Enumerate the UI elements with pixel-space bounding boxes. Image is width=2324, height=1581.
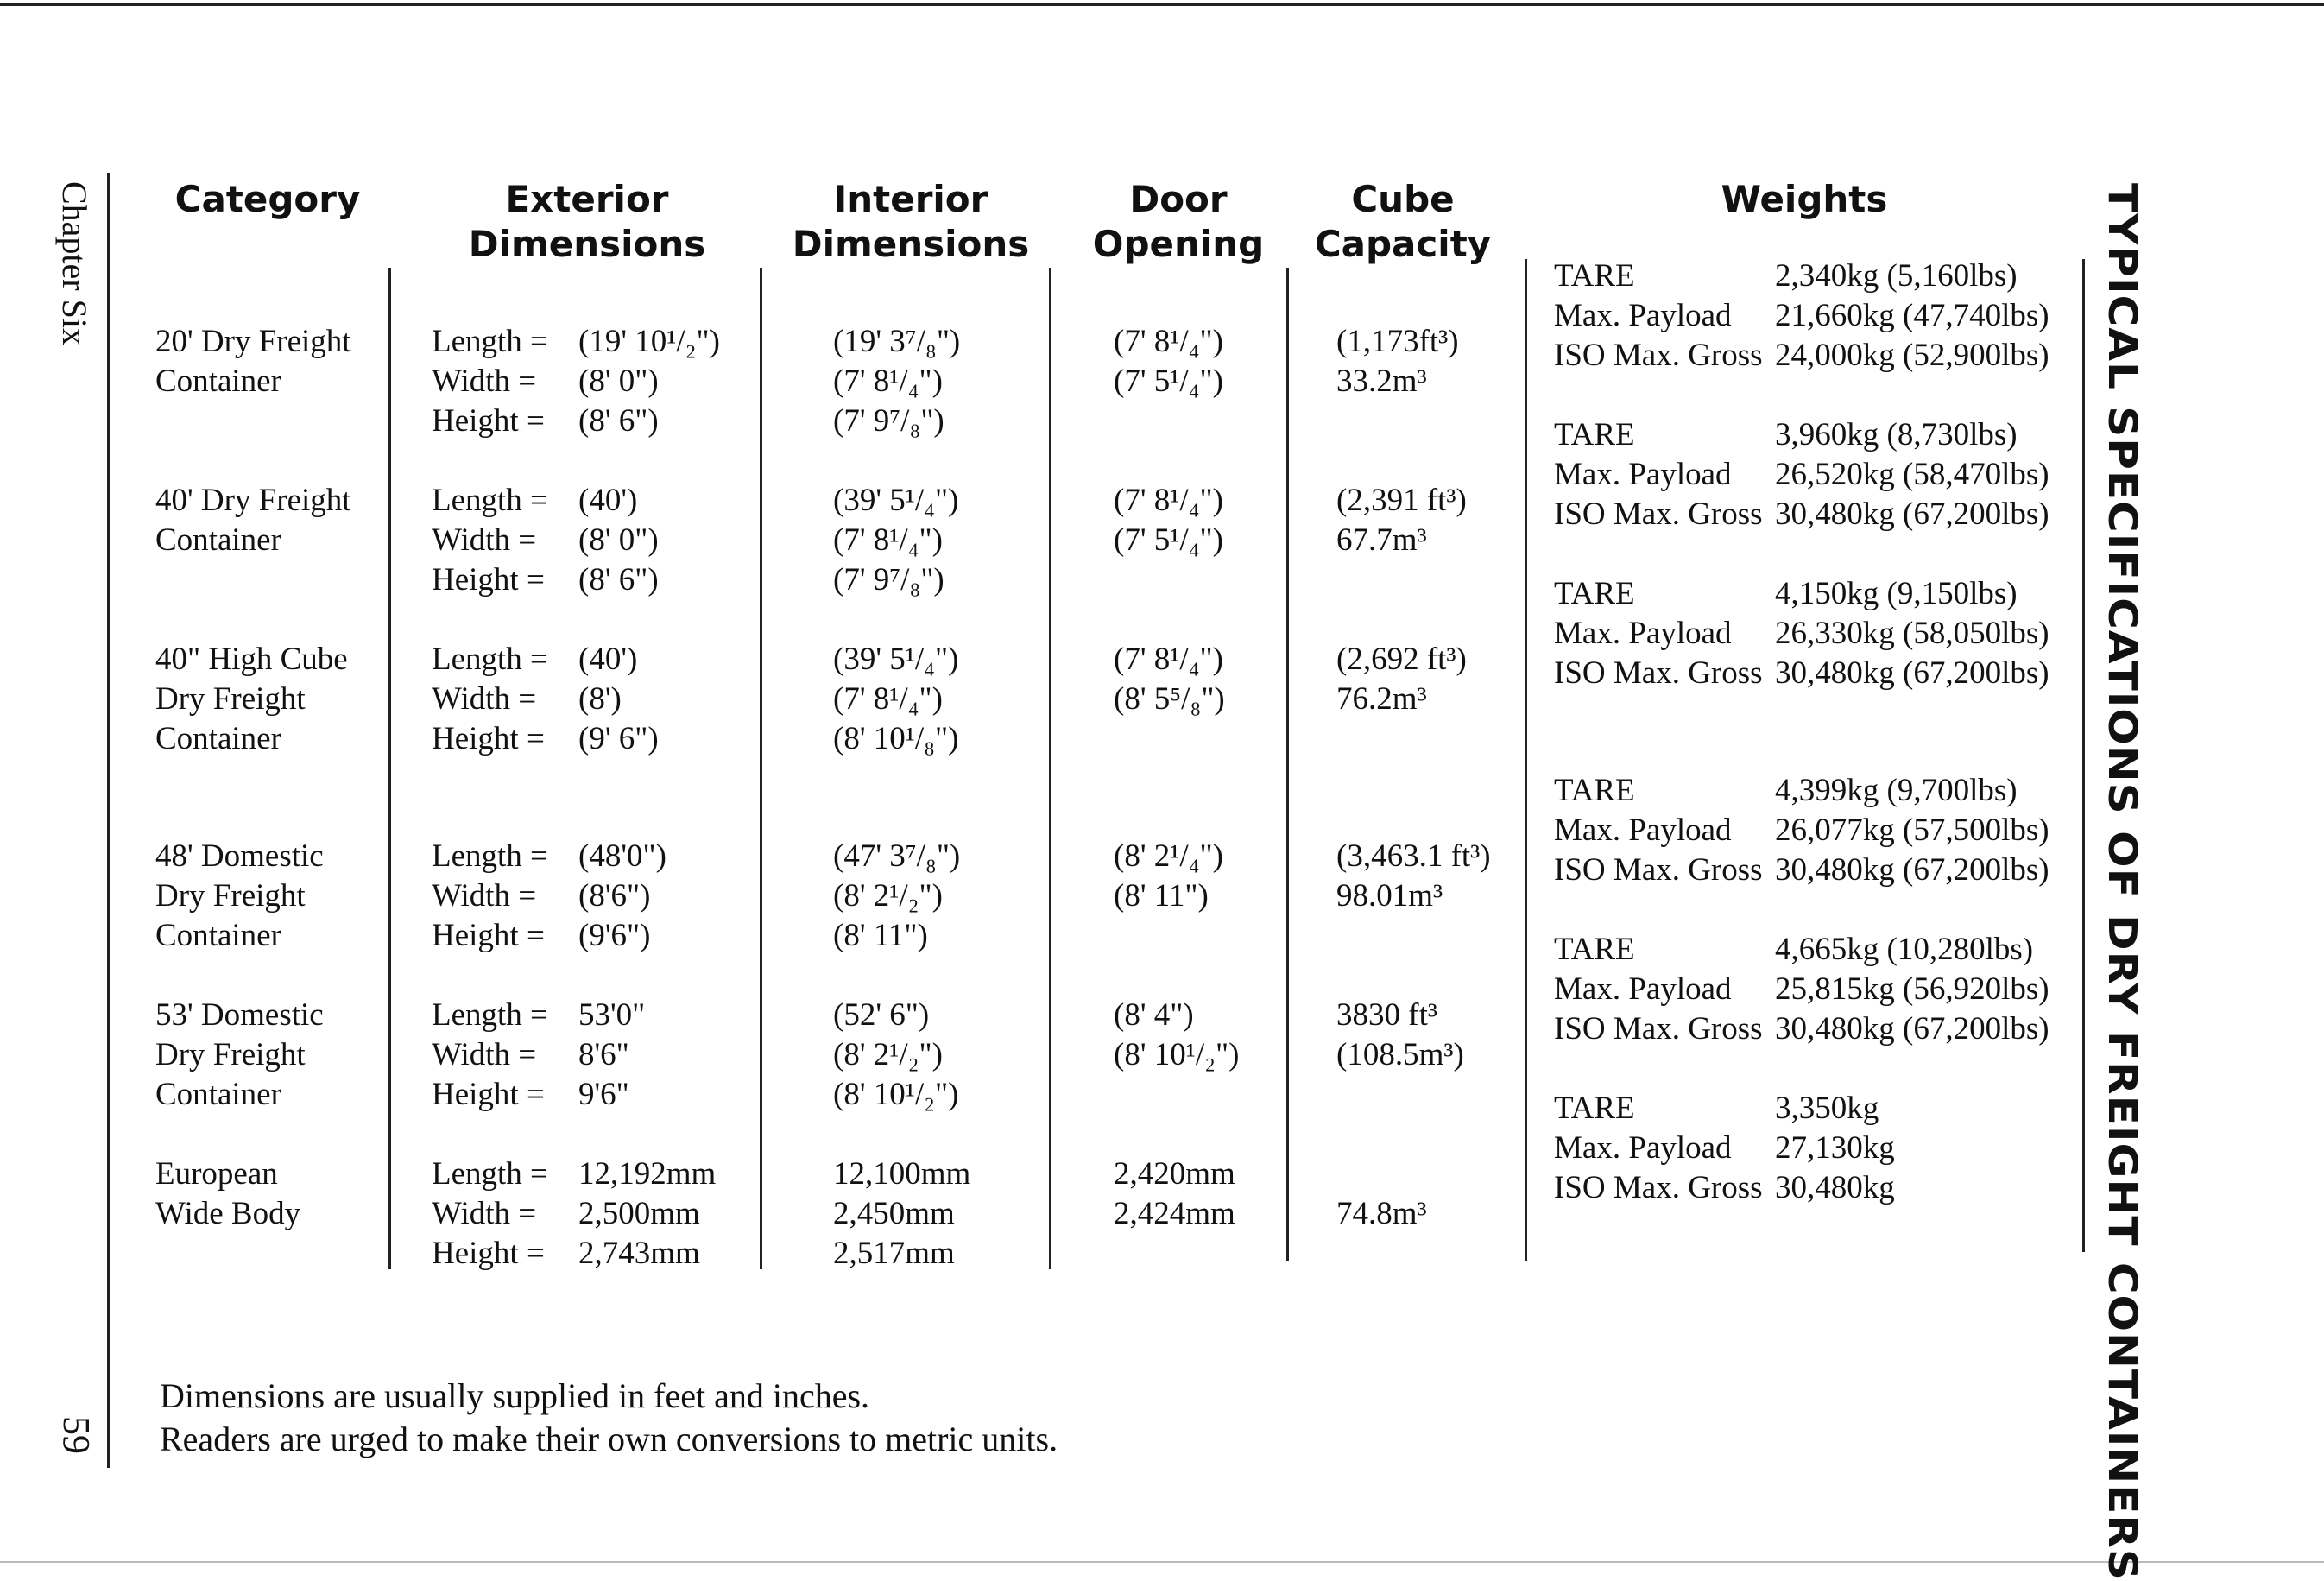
category-line: Container: [155, 522, 281, 558]
interior-dimension: (47' 3⁷/₈"): [833, 838, 961, 874]
footnote-line: Dimensions are usually supplied in feet and inches.: [160, 1376, 870, 1415]
cube-cell: [1336, 1154, 1427, 1234]
dimension-value: (48'0"): [578, 838, 666, 874]
exterior-dimension: [432, 876, 666, 916]
interior-dimension: 2,517mm: [833, 1236, 955, 1271]
cube-value: (1,173ft³): [1336, 324, 1459, 359]
exterior-dimension: [432, 640, 659, 680]
dimension-value: (8'6"): [578, 878, 651, 914]
interior-dimension: (7' 8¹/₄"): [833, 522, 943, 558]
cube-value: 98.01m³: [1336, 878, 1443, 914]
exterior-dimension: [432, 1194, 716, 1234]
weight-value: 30,480kg: [1775, 1170, 1895, 1205]
door-dimension: (8' 5⁵/₈"): [1114, 681, 1225, 717]
header-interior: [781, 177, 1040, 267]
category-line: Container: [155, 918, 281, 953]
dimension-value: 8'6": [578, 1037, 629, 1072]
door-dimension: 2,420mm: [1114, 1156, 1235, 1192]
weight-label: Max. Payload: [1554, 298, 1732, 333]
cube-value: 3830 ft³: [1336, 997, 1437, 1033]
column-divider: [760, 268, 762, 1269]
interior-dimension: (7' 8¹/₄"): [833, 681, 943, 717]
dimension-label: Height =: [432, 1236, 545, 1271]
dimension-label: Length =: [432, 642, 548, 677]
exterior-dimension: [432, 996, 645, 1035]
dimension-value: 12,192mm: [578, 1156, 717, 1192]
cube-cell: [1336, 996, 1464, 1075]
header-door: [1079, 177, 1278, 267]
interior-dimension: (19' 3⁷/₈"): [833, 324, 961, 359]
weight-value: 30,480kg (67,200lbs): [1775, 1011, 2049, 1047]
category-line: Wide Body: [155, 1196, 301, 1231]
column-divider: [388, 268, 391, 1269]
weight-label: TARE: [1554, 1091, 1635, 1126]
header-cube-line2: Capacity: [1314, 223, 1492, 265]
exterior-dimension: [432, 362, 720, 402]
header-exterior: [440, 177, 734, 267]
weight-label: ISO Max. Gross: [1554, 1170, 1763, 1205]
dimension-value: (8' 0"): [578, 364, 659, 399]
interior-cell: [833, 996, 958, 1115]
door-dimension: 2,424mm: [1114, 1196, 1235, 1231]
cube-value: [1336, 1154, 1427, 1194]
dimension-value: (19' 10¹/₂"): [578, 324, 720, 359]
interior-dimension: (39' 5¹/₄"): [833, 642, 959, 677]
weights-cell: [1554, 415, 2072, 534]
weight-value: 21,660kg (47,740lbs): [1775, 298, 2049, 333]
dimension-value: (8' 6"): [578, 403, 659, 439]
exterior-cell: [432, 1154, 716, 1274]
category-cell: [155, 481, 351, 560]
weight-line: [1554, 336, 2072, 376]
header-door-line1: Door: [1129, 178, 1228, 220]
weight-line: [1554, 851, 2072, 890]
dimension-label: Length =: [432, 483, 548, 518]
door-dimension: (8' 11"): [1114, 878, 1209, 914]
interior-dimension: (7' 9⁷/₈"): [833, 403, 944, 439]
dimension-value: (8'): [578, 681, 622, 717]
exterior-dimension: [432, 1035, 645, 1075]
dimension-value: (9'6"): [578, 918, 651, 953]
dimension-label: Height =: [432, 403, 545, 439]
exterior-cell: [432, 481, 659, 600]
dimension-value: 9'6": [578, 1077, 629, 1112]
weights-cell: [1554, 256, 2072, 376]
exterior-dimension: [432, 560, 659, 600]
category-cell: [155, 640, 348, 759]
weight-label: ISO Max. Gross: [1554, 655, 1763, 691]
cube-value: (3,463.1 ft³): [1336, 838, 1491, 874]
weights-cell: [1554, 930, 2072, 1049]
cube-value: (2,391 ft³): [1336, 483, 1467, 518]
category-cell: [155, 837, 324, 956]
door-cell: [1114, 481, 1223, 560]
weight-label: TARE: [1554, 773, 1635, 808]
weight-value: 2,340kg (5,160lbs): [1775, 258, 2018, 294]
door-dimension: (7' 5¹/₄"): [1114, 522, 1223, 558]
weight-label: ISO Max. Gross: [1554, 1011, 1763, 1047]
dimension-label: Length =: [432, 324, 548, 359]
header-cube: [1304, 177, 1502, 267]
door-dimension: (7' 8¹/₄"): [1114, 324, 1223, 359]
exterior-dimension: [432, 322, 720, 362]
cube-cell: [1336, 640, 1467, 719]
category-line: Dry Freight: [155, 1037, 306, 1072]
weight-line: [1554, 811, 2072, 851]
exterior-dimension: [432, 1234, 716, 1274]
weight-value: 30,480kg (67,200lbs): [1775, 496, 2049, 532]
exterior-dimension: [432, 481, 659, 521]
interior-dimension: (8' 10¹/₈"): [833, 721, 959, 756]
dimension-label: Length =: [432, 997, 548, 1033]
weight-value: 24,000kg (52,900lbs): [1775, 338, 2049, 373]
weight-line: [1554, 574, 2072, 614]
cube-value: 74.8m³: [1336, 1196, 1427, 1231]
category-cell: [155, 996, 324, 1115]
weight-label: Max. Payload: [1554, 616, 1732, 651]
weight-label: ISO Max. Gross: [1554, 852, 1763, 888]
header-category-label: Category: [174, 178, 361, 220]
cube-cell: [1336, 322, 1459, 402]
category-line: 40' Dry Freight: [155, 483, 351, 518]
category-cell: [155, 322, 351, 402]
weight-value: 30,480kg (67,200lbs): [1775, 852, 2049, 888]
exterior-dimension: [432, 719, 659, 759]
door-cell: [1114, 837, 1223, 916]
door-cell: [1114, 1154, 1235, 1234]
door-cell: [1114, 640, 1225, 719]
dimension-value: 2,743mm: [578, 1236, 700, 1271]
interior-cell: [833, 640, 958, 759]
header-cube-line1: Cube: [1351, 178, 1455, 220]
column-divider: [1286, 268, 1289, 1261]
weight-value: 25,815kg (56,920lbs): [1775, 971, 2049, 1007]
dimension-label: Length =: [432, 1156, 548, 1192]
exterior-dimension: [432, 521, 659, 560]
interior-cell: [833, 1154, 970, 1274]
weight-label: TARE: [1554, 932, 1635, 967]
column-divider: [1525, 259, 1527, 1261]
weight-label: Max. Payload: [1554, 971, 1732, 1007]
footnote: [160, 1375, 1058, 1461]
dimension-label: Height =: [432, 562, 545, 598]
column-divider: [2082, 259, 2085, 1252]
dimension-value: (8' 0"): [578, 522, 659, 558]
interior-cell: [833, 481, 958, 600]
weights-cell: [1554, 771, 2072, 890]
header-category: [155, 177, 380, 222]
interior-dimension: (7' 8¹/₄"): [833, 364, 943, 399]
weight-line: [1554, 654, 2072, 693]
weight-label: ISO Max. Gross: [1554, 338, 1763, 373]
dimension-label: Width =: [432, 522, 537, 558]
category-line: Dry Freight: [155, 681, 306, 717]
header-weights: [1580, 177, 2029, 222]
header-interior-line1: Interior: [833, 178, 988, 220]
weight-line: [1554, 970, 2072, 1009]
category-line: Dry Freight: [155, 878, 306, 914]
weight-label: TARE: [1554, 258, 1635, 294]
interior-dimension: (8' 2¹/₂"): [833, 1037, 943, 1072]
exterior-cell: [432, 837, 666, 956]
weight-line: [1554, 1089, 2072, 1129]
weight-line: [1554, 415, 2072, 455]
cube-cell: [1336, 837, 1491, 916]
interior-cell: [833, 837, 960, 956]
weight-label: Max. Payload: [1554, 1130, 1732, 1166]
exterior-dimension: [432, 1075, 645, 1115]
cube-value: 76.2m³: [1336, 681, 1427, 717]
weight-label: TARE: [1554, 417, 1635, 452]
header-exterior-line1: Exterior: [505, 178, 669, 220]
top-rule: [0, 3, 2324, 6]
page-number: 59: [55, 1416, 98, 1454]
exterior-dimension: [432, 402, 720, 441]
weight-line: [1554, 930, 2072, 970]
dimension-label: Height =: [432, 721, 545, 756]
door-dimension: (8' 10¹/₂"): [1114, 1037, 1240, 1072]
weights-cell: [1554, 1089, 2072, 1208]
weight-value: 26,520kg (58,470lbs): [1775, 457, 2049, 492]
exterior-cell: [432, 640, 659, 759]
cube-value: 33.2m³: [1336, 364, 1427, 399]
exterior-dimension: [432, 1154, 716, 1194]
bottom-rule: [0, 1561, 2324, 1563]
weight-value: 27,130kg: [1775, 1130, 1895, 1166]
dimension-value: (40'): [578, 483, 638, 518]
door-dimension: (7' 8¹/₄"): [1114, 642, 1223, 677]
weight-value: 4,665kg (10,280lbs): [1775, 932, 2034, 967]
weight-label: Max. Payload: [1554, 813, 1732, 848]
interior-dimension: (52' 6"): [833, 997, 930, 1033]
dimension-value: 2,500mm: [578, 1196, 700, 1231]
weight-value: 3,960kg (8,730lbs): [1775, 417, 2018, 452]
weight-value: 26,077kg (57,500lbs): [1775, 813, 2049, 848]
cube-cell: [1336, 481, 1467, 560]
cube-value: (108.5m³): [1336, 1037, 1464, 1072]
header-weights-label: Weights: [1721, 178, 1888, 220]
weight-label: TARE: [1554, 576, 1635, 611]
category-line: Container: [155, 721, 281, 756]
weight-line: [1554, 1168, 2072, 1208]
footnote-line: Readers are urged to make their own conversions to metric units.: [160, 1420, 1058, 1458]
weight-line: [1554, 256, 2072, 296]
weight-line: [1554, 495, 2072, 534]
dimension-label: Width =: [432, 1196, 537, 1231]
dimension-label: Width =: [432, 681, 537, 717]
weight-value: 3,350kg: [1775, 1091, 1879, 1126]
category-line: 40" High Cube: [155, 642, 348, 677]
exterior-cell: [432, 996, 645, 1115]
door-dimension: (7' 8¹/₄"): [1114, 483, 1223, 518]
interior-dimension: (8' 2¹/₂"): [833, 878, 943, 914]
weight-value: 4,399kg (9,700lbs): [1775, 773, 2018, 808]
weight-line: [1554, 296, 2072, 336]
dimension-value: 53'0": [578, 997, 646, 1033]
weights-cell: [1554, 574, 2072, 693]
cube-value: (2,692 ft³): [1336, 642, 1467, 677]
weight-line: [1554, 1009, 2072, 1049]
category-line: 20' Dry Freight: [155, 324, 351, 359]
exterior-dimension: [432, 916, 666, 956]
dimension-label: Length =: [432, 838, 548, 874]
interior-cell: [833, 322, 960, 441]
header-exterior-line2: Dimensions: [468, 223, 706, 265]
dimension-label: Height =: [432, 918, 545, 953]
exterior-dimension: [432, 680, 659, 719]
category-cell: [155, 1154, 300, 1234]
weight-label: Max. Payload: [1554, 457, 1732, 492]
header-interior-line2: Dimensions: [792, 223, 1030, 265]
interior-dimension: (39' 5¹/₄"): [833, 483, 959, 518]
door-dimension: (8' 2¹/₄"): [1114, 838, 1223, 874]
weight-line: [1554, 1129, 2072, 1168]
dimension-label: Height =: [432, 1077, 545, 1112]
dimension-value: (9' 6"): [578, 721, 659, 756]
category-line: European: [155, 1156, 278, 1192]
header-door-line2: Opening: [1092, 223, 1265, 265]
interior-dimension: 2,450mm: [833, 1196, 955, 1231]
category-line: 48' Domestic: [155, 838, 324, 874]
weight-line: [1554, 771, 2072, 811]
side-title: TYPICAL SPECIFICATIONS OF DRY FREIGHT CONTAINERS: [2100, 183, 2145, 1581]
chapter-margin: [55, 181, 117, 1511]
dimension-label: Width =: [432, 1037, 537, 1072]
weight-line: [1554, 455, 2072, 495]
dimension-label: Width =: [432, 364, 537, 399]
category-line: Container: [155, 364, 281, 399]
door-cell: [1114, 996, 1239, 1075]
door-dimension: (8' 4"): [1114, 997, 1194, 1033]
weight-value: 4,150kg (9,150lbs): [1775, 576, 2018, 611]
dimension-label: Width =: [432, 878, 537, 914]
weight-value: 30,480kg (67,200lbs): [1775, 655, 2049, 691]
interior-dimension: 12,100mm: [833, 1156, 971, 1192]
exterior-cell: [432, 322, 720, 441]
chapter-label: Chapter Six: [55, 181, 94, 345]
dimension-value: (8' 6"): [578, 562, 659, 598]
interior-dimension: (7' 9⁷/₈"): [833, 562, 944, 598]
door-dimension: (7' 5¹/₄"): [1114, 364, 1223, 399]
category-line: Container: [155, 1077, 281, 1112]
weight-value: 26,330kg (58,050lbs): [1775, 616, 2049, 651]
interior-dimension: (8' 11"): [833, 918, 928, 953]
door-cell: [1114, 322, 1223, 402]
weight-line: [1554, 614, 2072, 654]
dimension-value: (40'): [578, 642, 638, 677]
interior-dimension: (8' 10¹/₂"): [833, 1077, 959, 1112]
exterior-dimension: [432, 837, 666, 876]
weight-label: ISO Max. Gross: [1554, 496, 1763, 532]
category-line: 53' Domestic: [155, 997, 324, 1033]
column-divider: [1049, 268, 1051, 1269]
cube-value: 67.7m³: [1336, 522, 1427, 558]
